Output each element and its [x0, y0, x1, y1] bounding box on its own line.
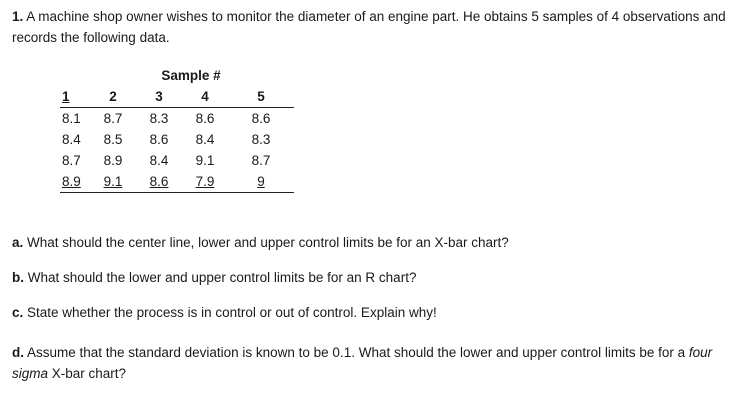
question-b-text: What should the lower and upper control limits be for an R chart? [24, 270, 417, 285]
table-cell: 8.7 [103, 111, 123, 126]
header-sample-2: 2 [109, 89, 117, 104]
table-caption: Sample # [161, 68, 221, 83]
table-row [60, 150, 294, 171]
question-a-text: What should the center line, lower and upper control limits be for an X-bar chart? [23, 235, 509, 250]
question-d [12, 342, 728, 384]
sample-data-table [60, 86, 294, 193]
header-sample-3: 3 [155, 89, 163, 104]
table-cell: 8.3 [251, 132, 271, 147]
table-cell: 9.1 [195, 153, 215, 168]
header-sample-1: 1 [62, 89, 70, 104]
problem-number: 1. [12, 9, 24, 24]
table-row [60, 129, 294, 150]
question-d-label: d. [12, 345, 24, 360]
question-a [12, 232, 728, 253]
question-d-text-before: Assume that the standard deviation is known to be 0.1. What should the lower and upper control limits be for a [24, 345, 689, 360]
question-b-label: b. [12, 270, 24, 285]
question-d-emphasis: four sigma [12, 345, 713, 381]
table-header-row [60, 86, 294, 108]
problem-statement [12, 6, 728, 48]
table-cell: 8.6 [149, 132, 169, 147]
table-cell: 8.7 [251, 153, 271, 168]
question-c-text: State whether the process is in control or out of control. Explain why! [23, 305, 437, 320]
table-cell: 8.4 [149, 153, 169, 168]
table-cell: 7.9 [195, 174, 215, 189]
table-cell: 9.1 [103, 174, 123, 189]
question-b [12, 267, 728, 288]
table-cell: 8.3 [149, 111, 169, 126]
table-cell: 8.9 [62, 174, 81, 189]
table-cell: 8.1 [62, 111, 81, 126]
header-sample-5: 5 [257, 89, 265, 104]
problem-intro-text: A machine shop owner wishes to monitor the diameter of an engine part. He obtains 5 samples of 4 observations and records the following data. [12, 9, 726, 45]
table-cell: 8.5 [103, 132, 123, 147]
table-row [60, 171, 294, 193]
question-c-label: c. [12, 305, 24, 320]
question-c [12, 302, 728, 323]
sample-data-table-block [60, 66, 296, 193]
question-d-text-after: X-bar chart? [48, 366, 127, 381]
table-cell: 9 [257, 174, 265, 189]
table-cell: 8.6 [149, 174, 169, 189]
header-sample-4: 4 [201, 89, 209, 104]
table-cell: 8.7 [62, 153, 81, 168]
table-cell: 8.4 [62, 132, 81, 147]
question-a-label: a. [12, 235, 24, 250]
table-cell: 8.4 [195, 132, 215, 147]
table-cell: 8.6 [251, 111, 271, 126]
table-row [60, 108, 294, 130]
table-cell: 8.9 [103, 153, 123, 168]
table-cell: 8.6 [195, 111, 215, 126]
